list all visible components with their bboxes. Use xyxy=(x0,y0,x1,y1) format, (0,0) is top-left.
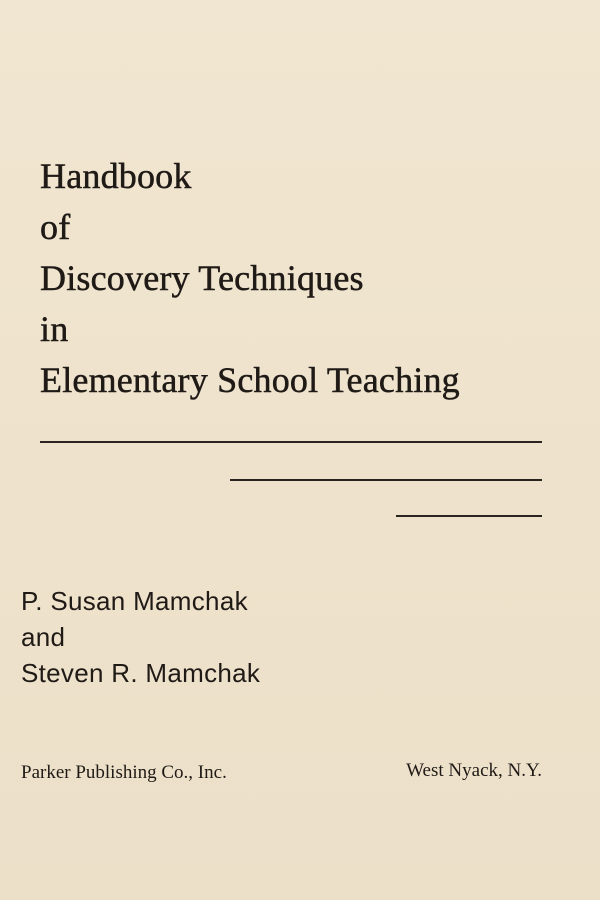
author-block xyxy=(21,583,260,691)
title-line-3: Discovery Techniques xyxy=(40,258,364,298)
author-2: Steven R. Mamchak xyxy=(21,658,261,688)
decorative-rule-long xyxy=(40,441,542,443)
author-conjunction: and xyxy=(21,622,66,652)
decorative-rule-short xyxy=(396,515,542,517)
book-title xyxy=(40,151,580,406)
title-line-1: Handbook xyxy=(40,156,192,196)
title-line-2: of xyxy=(40,207,71,247)
author-1: P. Susan Mamchak xyxy=(21,586,248,616)
title-line-5: Elementary School Teaching xyxy=(40,360,460,400)
title-line-4: in xyxy=(40,309,69,349)
decorative-rule-medium xyxy=(230,479,542,481)
publisher-place: West Nyack, N.Y. xyxy=(406,760,542,781)
publisher-name: Parker Publishing Co., Inc. xyxy=(21,762,227,783)
